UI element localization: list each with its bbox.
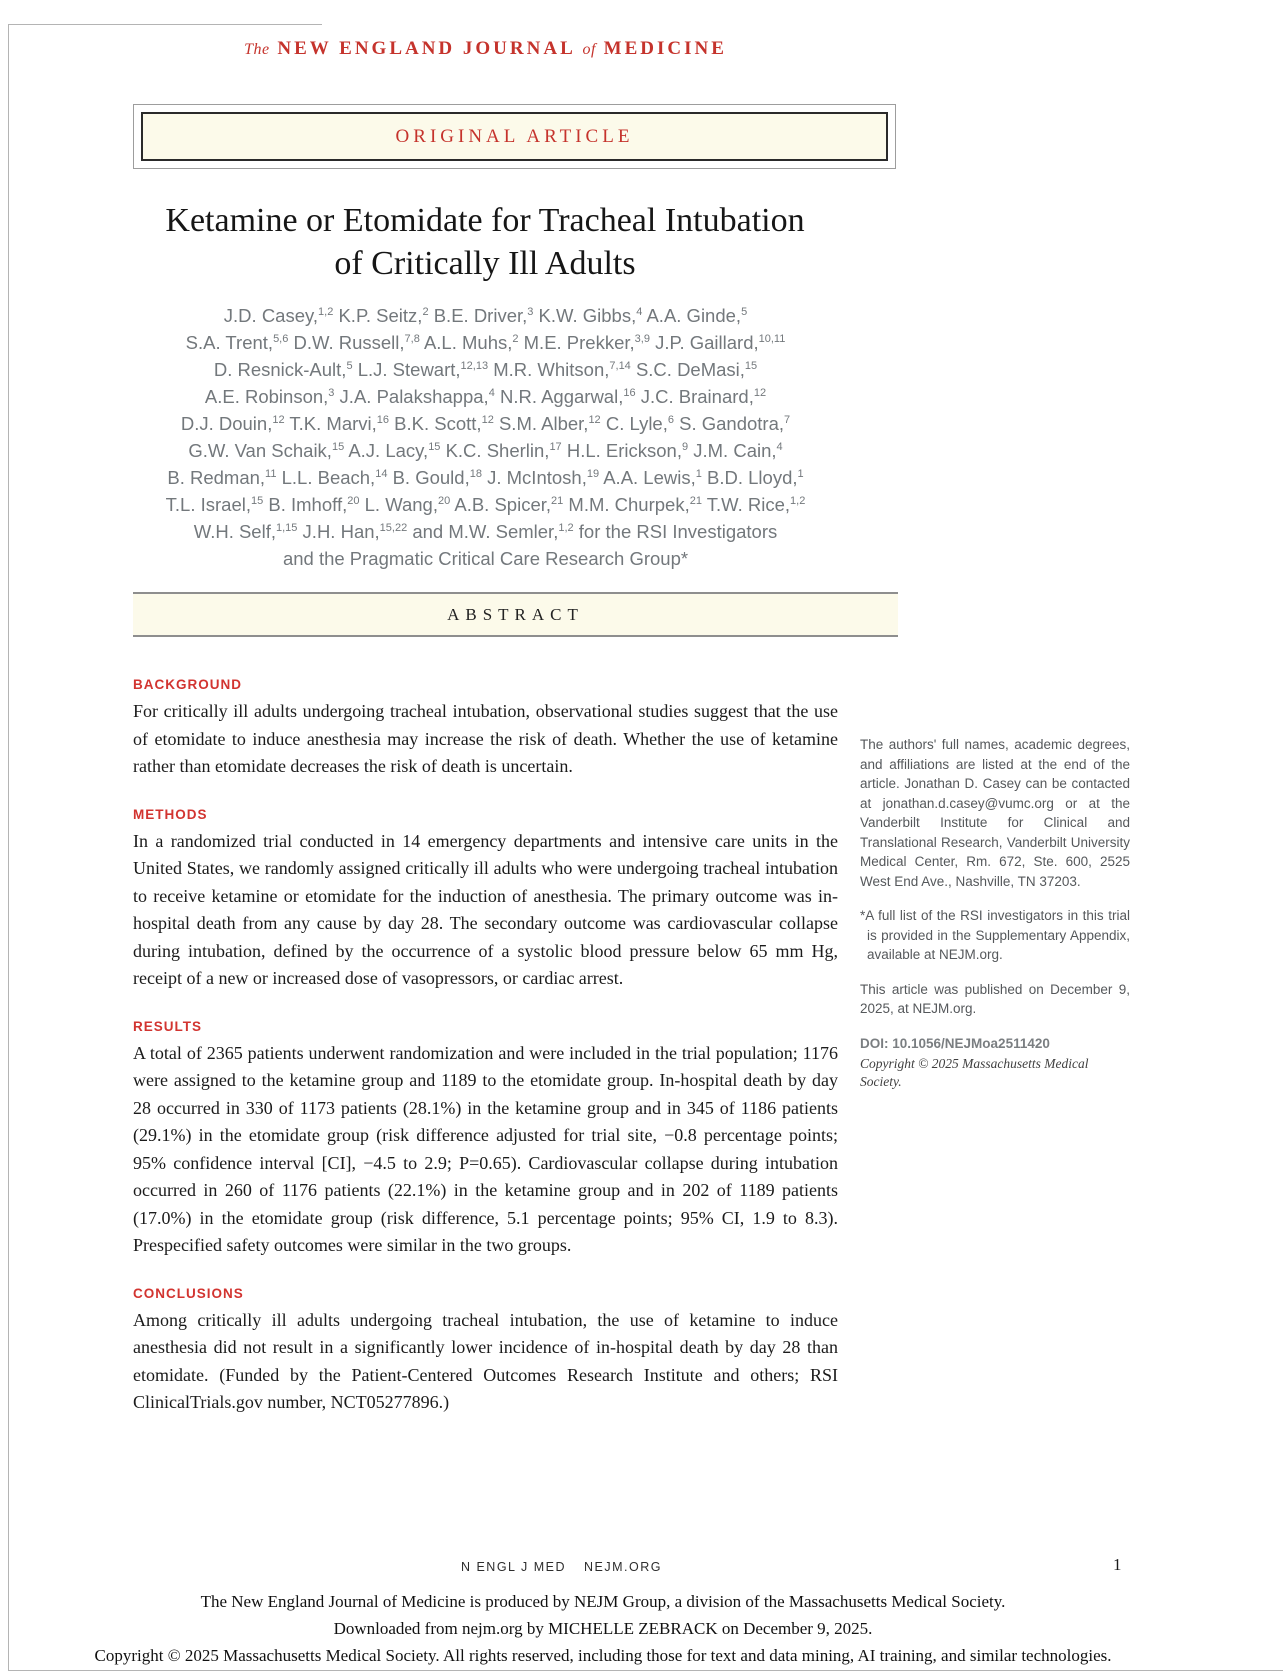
masthead-part1: NEW ENGLAND JOURNAL	[277, 38, 575, 59]
masthead-the: The	[244, 41, 270, 58]
imprint-line-1: The New England Journal of Medicine is produced by NEJM Group, a division of the Massachusetts Medical Society.	[200, 1592, 1006, 1611]
masthead-of: of	[582, 41, 596, 58]
abstract-section	[133, 807, 838, 993]
abstract-sections	[133, 677, 838, 1443]
sidebar-copyright: Copyright © 2025 Massachusetts Medical Society.	[860, 1056, 1089, 1089]
author-line: D.J. Douin,$^{12}$ T.K. Marvi,$^{16}$ B.K. Scott,$^{12}$ S.M. Alber,$^{12}$ C. Lyle,$^6$ S. Gandotra,$^7$	[180, 413, 791, 434]
footer-site: NEJM.ORG	[584, 1560, 663, 1574]
sidebar-author-contact: The authors' full names, academic degrees, and affiliations are listed at the end of the article. Jonathan D. Casey can be contacted at jonathan.d.casey@vumc.org or at the Vanderbilt Institute for Clinical and Translational Research, Vanderbilt University Medical Center, Rm. 672, Ste. 600, 2525 West End Ave., Nashville, TN 37203.	[860, 737, 1130, 889]
page-edge-left	[8, 24, 9, 1670]
sidebar-investigators-note: *A full list of the RSI investigators in this trial is provided in the Supplementary Appendix, available at NEJM.org.	[860, 908, 1130, 962]
abstract-section	[133, 1286, 838, 1417]
author-line: D. Resnick-Ault,$^5$ L.J. Stewart,$^{12,13}$ M.R. Whitson,$^{7,14}$ S.C. DeMasi,$^{15}$	[213, 359, 758, 380]
section-heading: BACKGROUND	[133, 677, 242, 692]
sidebar-doi: DOI: 10.1056/NEJMoa2511420	[860, 1035, 1050, 1051]
author-line: S.A. Trent,$^{5,6}$ D.W. Russell,$^{7,8}$ A.L. Muhs,$^2$ M.E. Prekker,$^{3,9}$ J.P. Gaillard,$^{10,11}$	[185, 332, 786, 353]
sidebar-publication-note: This article was published on December 9, 2025, at NEJM.org.	[860, 981, 1130, 1016]
imprint-block	[8, 1588, 1198, 1669]
section-body: Among critically ill adults undergoing tracheal intubation, the use of ketamine to induce anesthesia did not result in a significantly lower incidence of in-hospital death by day 28 than etomidate. (Funded by the Patient-Centered Outcomes Research Institute and others; RSI ClinicalTrials.gov number, NCT05277896.)	[133, 1309, 838, 1412]
page-number: 1	[1113, 1555, 1122, 1574]
abstract-section	[133, 677, 838, 781]
masthead-part2: MEDICINE	[603, 38, 727, 59]
author-line: A.E. Robinson,$^3$ J.A. Palakshappa,$^4$ N.R. Aggarwal,$^{16}$ J.C. Brainard,$^{12}$	[204, 386, 767, 407]
original-article-box-inner	[141, 112, 888, 161]
author-block	[133, 302, 838, 572]
footer-journal-name: N ENGL J MED	[460, 1560, 567, 1574]
section-body: A total of 2365 patients underwent randomization and were included in the trial population; 1176 were assigned to the ketamine group and 1189 to the etomidate group. In-hospital death by day 28 occurred in 330 of 1173 patients (28.1%) in the ketamine group and in 345 of 1186 patients (29.1%) in the etomidate group (risk difference adjusted for trial site, −0.8 percentage points; 95% confidence interval [CI], −4.5 to 2.9; P=0.65). Cardiovascular collapse during intubation occurred in 260 of 1176 patients (22.1%) in the ketamine group and in 202 of 1189 patients (17.0%) in the etomidate group (risk difference, 5.1 percentage points; 95% CI, 1.9 to 8.3). Prespecified safety outcomes were similar in the two groups.	[133, 1042, 838, 1255]
author-line: B. Redman,$^{11}$ L.L. Beach,$^{14}$ B. Gould,$^{18}$ J. McIntosh,$^{19}$ A.A. Lewis,$^1$ B.D. Lloyd,$^1$	[167, 467, 804, 488]
section-body: For critically ill adults undergoing tracheal intubation, observational studies suggest that the use of etomidate to induce anesthesia may increase the risk of death. Whether the use of ketamine rather than etomidate decreases the risk of death is uncertain.	[133, 701, 838, 776]
section-heading: METHODS	[133, 806, 208, 822]
abstract-bar	[133, 592, 898, 637]
section-body: In a randomized trial conducted in 14 emergency departments and intensive care units in the United States, we randomly assigned critically ill adults who were undergoing tracheal intubation to receive ketamine or etomidate for the induction of anesthesia. The primary outcome was in-hospital death from any cause by day 28. The secondary outcome was cardiovascular collapse during intubation, defined by the occurrence of a systolic blood pressure below 65 mm Hg, receipt of a new or increased dose of vasopressors, or cardiac arrest.	[133, 830, 838, 988]
original-article-box	[133, 104, 896, 169]
article-type-label: ORIGINAL ARTICLE	[395, 126, 634, 147]
imprint-line-2: Downloaded from nejm.org by MICHELLE ZEBRACK on December 9, 2025.	[333, 1619, 873, 1638]
author-line: G.W. Van Schaik,$^{15}$ A.J. Lacy,$^{15}$ K.C. Sherlin,$^{17}$ H.L. Erickson,$^9$ J.M. Cain,$^4$	[188, 440, 783, 461]
author-line: W.H. Self,$^{1,15}$ J.H. Han,$^{15,22}$ and M.W. Semler,$^{1,2}$ for the RSI Investigators	[193, 521, 778, 542]
author-line: T.L. Israel,$^{15}$ B. Imhoff,$^{20}$ L. Wang,$^{20}$ A.B. Spicer,$^{21}$ M.M. Churpek,$^{21}$ T.W. Rice,$^{1,2}$	[165, 494, 806, 515]
abstract-section	[133, 1019, 838, 1260]
correspondence-sidebar	[860, 677, 1130, 1443]
abstract-label: ABSTRACT	[447, 605, 584, 624]
page-content	[133, 0, 1130, 1443]
abstract-columns	[133, 677, 1130, 1443]
author-line: J.D. Casey,$^{1,2}$ K.P. Seitz,$^2$ B.E. Driver,$^3$ K.W. Gibbs,$^4$ A.A. Ginde,$^5$	[223, 305, 748, 326]
section-heading: RESULTS	[133, 1018, 203, 1034]
imprint-line-3: Copyright © 2025 Massachusetts Medical Society. All rights reserved, including those for text and data mining, AI training, and similar technologies.	[94, 1646, 1112, 1665]
section-heading: CONCLUSIONS	[133, 1285, 244, 1301]
journal-masthead	[133, 38, 838, 60]
page-edge-bottom	[8, 1670, 1283, 1671]
author-line: and the Pragmatic Critical Care Research Group*	[282, 548, 689, 569]
article-title: Ketamine or Etomidate for Tracheal Intubation of Critically Ill Adults	[165, 202, 805, 282]
running-footer	[133, 1560, 1130, 1574]
